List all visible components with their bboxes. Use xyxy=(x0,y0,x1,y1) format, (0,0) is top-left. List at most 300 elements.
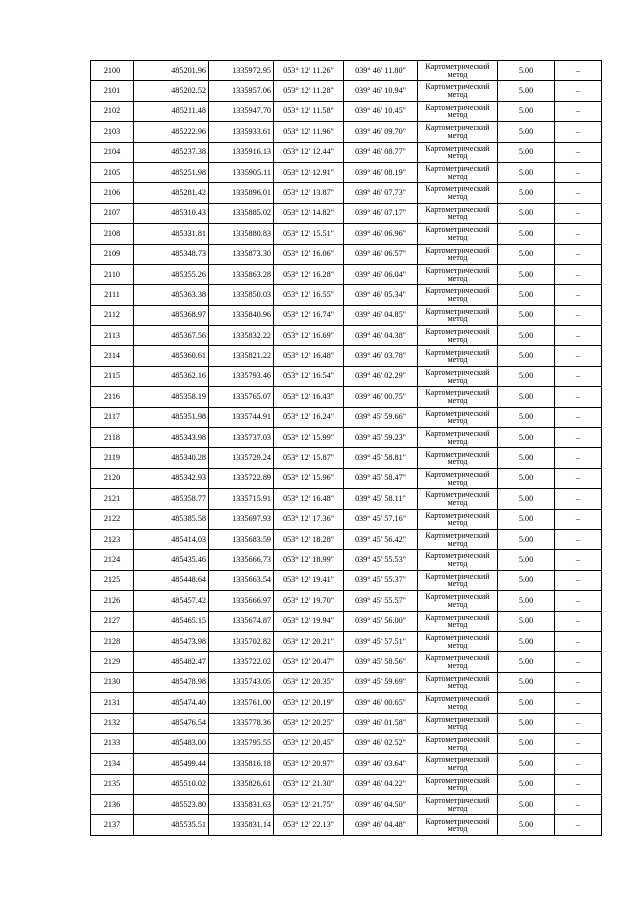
note-cell: – xyxy=(555,101,602,121)
point-number-cell: 2129 xyxy=(91,652,134,672)
table-row xyxy=(91,693,602,713)
method-cell: Картометрический метод xyxy=(418,264,498,284)
y-coordinate-cell: 1335778.36 xyxy=(209,713,274,733)
method-cell: Картометрический метод xyxy=(418,468,498,488)
x-coordinate-cell: 485483.00 xyxy=(134,733,209,753)
method-cell: Картометрический метод xyxy=(418,795,498,815)
latitude-cell: 053° 12' 11.58" xyxy=(274,101,344,121)
x-coordinate-cell: 485482.47 xyxy=(134,652,209,672)
latitude-cell: 053° 12' 20.35" xyxy=(274,672,344,692)
longitude-cell: 039° 45' 55.57" xyxy=(344,591,418,611)
point-number-cell: 2107 xyxy=(91,203,134,223)
method-cell: Картометрический метод xyxy=(418,448,498,468)
point-number-cell: 2131 xyxy=(91,693,134,713)
y-coordinate-cell: 1335821.22 xyxy=(209,346,274,366)
accuracy-cell: 5.00 xyxy=(498,285,555,305)
x-coordinate-cell: 485368.97 xyxy=(134,305,209,325)
y-coordinate-cell: 1335896.01 xyxy=(209,183,274,203)
latitude-cell: 053° 12' 16.54" xyxy=(274,366,344,386)
longitude-cell: 039° 46' 10.45" xyxy=(344,101,418,121)
latitude-cell: 053° 12' 20.45" xyxy=(274,733,344,753)
method-cell: Картометрический метод xyxy=(418,61,498,81)
longitude-cell: 039° 46' 06.96" xyxy=(344,224,418,244)
point-number-cell: 2121 xyxy=(91,489,134,509)
latitude-cell: 053° 12' 18.99" xyxy=(274,550,344,570)
y-coordinate-cell: 1335972.95 xyxy=(209,61,274,81)
table-row xyxy=(91,468,602,488)
latitude-cell: 053° 12' 21.75" xyxy=(274,795,344,815)
accuracy-cell: 5.00 xyxy=(498,264,555,284)
accuracy-cell: 5.00 xyxy=(498,754,555,774)
latitude-cell: 053° 12' 20.21" xyxy=(274,631,344,651)
accuracy-cell: 5.00 xyxy=(498,305,555,325)
note-cell: – xyxy=(555,611,602,631)
x-coordinate-cell: 485202.52 xyxy=(134,81,209,101)
y-coordinate-cell: 1335933.61 xyxy=(209,122,274,142)
longitude-cell: 039° 46' 00.75" xyxy=(344,387,418,407)
y-coordinate-cell: 1335722.89 xyxy=(209,468,274,488)
longitude-cell: 039° 45' 59.66" xyxy=(344,407,418,427)
note-cell: – xyxy=(555,346,602,366)
point-number-cell: 2123 xyxy=(91,529,134,549)
accuracy-cell: 5.00 xyxy=(498,366,555,386)
note-cell: – xyxy=(555,631,602,651)
x-coordinate-cell: 485358.19 xyxy=(134,387,209,407)
x-coordinate-cell: 485237.38 xyxy=(134,142,209,162)
method-cell: Картометрический метод xyxy=(418,428,498,448)
point-number-cell: 2118 xyxy=(91,428,134,448)
longitude-cell: 039° 46' 07.73" xyxy=(344,183,418,203)
note-cell: – xyxy=(555,509,602,529)
note-cell: – xyxy=(555,428,602,448)
latitude-cell: 053° 12' 16.48" xyxy=(274,489,344,509)
y-coordinate-cell: 1335840.96 xyxy=(209,305,274,325)
point-number-cell: 2110 xyxy=(91,264,134,284)
accuracy-cell: 5.00 xyxy=(498,509,555,529)
note-cell: – xyxy=(555,305,602,325)
longitude-cell: 039° 45' 59.69" xyxy=(344,672,418,692)
longitude-cell: 039° 45' 55.53" xyxy=(344,550,418,570)
method-cell: Картометрический метод xyxy=(418,203,498,223)
accuracy-cell: 5.00 xyxy=(498,652,555,672)
longitude-cell: 039° 46' 06.57" xyxy=(344,244,418,264)
point-number-cell: 2127 xyxy=(91,611,134,631)
note-cell: – xyxy=(555,61,602,81)
note-cell: – xyxy=(555,693,602,713)
accuracy-cell: 5.00 xyxy=(498,570,555,590)
y-coordinate-cell: 1335873.30 xyxy=(209,244,274,264)
method-cell: Картометрический метод xyxy=(418,550,498,570)
method-cell: Картометрический метод xyxy=(418,713,498,733)
y-coordinate-cell: 1335666.73 xyxy=(209,550,274,570)
point-number-cell: 2105 xyxy=(91,162,134,182)
accuracy-cell: 5.00 xyxy=(498,795,555,815)
x-coordinate-cell: 485474.40 xyxy=(134,693,209,713)
x-coordinate-cell: 485457.42 xyxy=(134,591,209,611)
longitude-cell: 039° 46' 08.19" xyxy=(344,162,418,182)
point-number-cell: 2125 xyxy=(91,570,134,590)
latitude-cell: 053° 12' 12.44" xyxy=(274,142,344,162)
point-number-cell: 2113 xyxy=(91,326,134,346)
table-row xyxy=(91,631,602,651)
note-cell: – xyxy=(555,122,602,142)
accuracy-cell: 5.00 xyxy=(498,448,555,468)
table-row xyxy=(91,550,602,570)
note-cell: – xyxy=(555,162,602,182)
accuracy-cell: 5.00 xyxy=(498,162,555,182)
point-number-cell: 2102 xyxy=(91,101,134,121)
x-coordinate-cell: 485448.64 xyxy=(134,570,209,590)
table-row xyxy=(91,366,602,386)
latitude-cell: 053° 12' 19.41" xyxy=(274,570,344,590)
method-cell: Картометрический метод xyxy=(418,631,498,651)
method-cell: Картометрический метод xyxy=(418,509,498,529)
longitude-cell: 039° 46' 01.58" xyxy=(344,713,418,733)
x-coordinate-cell: 485385.58 xyxy=(134,509,209,529)
method-cell: Картометрический метод xyxy=(418,489,498,509)
table-row xyxy=(91,61,602,81)
latitude-cell: 053° 12' 12.91" xyxy=(274,162,344,182)
note-cell: – xyxy=(555,407,602,427)
x-coordinate-cell: 485342.93 xyxy=(134,468,209,488)
longitude-cell: 039° 46' 11.80" xyxy=(344,61,418,81)
note-cell: – xyxy=(555,224,602,244)
accuracy-cell: 5.00 xyxy=(498,326,555,346)
longitude-cell: 039° 45' 56.42" xyxy=(344,529,418,549)
longitude-cell: 039° 45' 58.56" xyxy=(344,652,418,672)
longitude-cell: 039° 45' 58.11" xyxy=(344,489,418,509)
method-cell: Картометрический метод xyxy=(418,693,498,713)
latitude-cell: 053° 12' 16.28" xyxy=(274,264,344,284)
longitude-cell: 039° 46' 08.77" xyxy=(344,142,418,162)
longitude-cell: 039° 46' 09.70" xyxy=(344,122,418,142)
x-coordinate-cell: 485310.43 xyxy=(134,203,209,223)
point-number-cell: 2124 xyxy=(91,550,134,570)
point-number-cell: 2133 xyxy=(91,733,134,753)
y-coordinate-cell: 1335831.63 xyxy=(209,795,274,815)
note-cell: – xyxy=(555,795,602,815)
latitude-cell: 053° 12' 16.74" xyxy=(274,305,344,325)
longitude-cell: 039° 45' 56.00" xyxy=(344,611,418,631)
note-cell: – xyxy=(555,183,602,203)
method-cell: Картометрический метод xyxy=(418,81,498,101)
latitude-cell: 053° 12' 22.13" xyxy=(274,815,344,835)
x-coordinate-cell: 485222.96 xyxy=(134,122,209,142)
latitude-cell: 053° 12' 18.28" xyxy=(274,529,344,549)
x-coordinate-cell: 485363.38 xyxy=(134,285,209,305)
x-coordinate-cell: 485362.16 xyxy=(134,366,209,386)
accuracy-cell: 5.00 xyxy=(498,101,555,121)
y-coordinate-cell: 1335832.22 xyxy=(209,326,274,346)
method-cell: Картометрический метод xyxy=(418,672,498,692)
x-coordinate-cell: 485523.80 xyxy=(134,795,209,815)
y-coordinate-cell: 1335850.03 xyxy=(209,285,274,305)
longitude-cell: 039° 46' 04.38" xyxy=(344,326,418,346)
accuracy-cell: 5.00 xyxy=(498,611,555,631)
longitude-cell: 039° 46' 04.50" xyxy=(344,795,418,815)
latitude-cell: 053° 12' 20.25" xyxy=(274,713,344,733)
table-row xyxy=(91,326,602,346)
y-coordinate-cell: 1335957.06 xyxy=(209,81,274,101)
point-number-cell: 2135 xyxy=(91,774,134,794)
method-cell: Картометрический метод xyxy=(418,366,498,386)
accuracy-cell: 5.00 xyxy=(498,61,555,81)
method-cell: Картометрический метод xyxy=(418,387,498,407)
accuracy-cell: 5.00 xyxy=(498,468,555,488)
note-cell: – xyxy=(555,489,602,509)
longitude-cell: 039° 46' 04.85" xyxy=(344,305,418,325)
accuracy-cell: 5.00 xyxy=(498,631,555,651)
note-cell: – xyxy=(555,387,602,407)
accuracy-cell: 5.00 xyxy=(498,428,555,448)
table-row xyxy=(91,529,602,549)
point-number-cell: 2112 xyxy=(91,305,134,325)
accuracy-cell: 5.00 xyxy=(498,672,555,692)
point-number-cell: 2128 xyxy=(91,631,134,651)
method-cell: Картометрический метод xyxy=(418,183,498,203)
accuracy-cell: 5.00 xyxy=(498,244,555,264)
latitude-cell: 053° 12' 19.70" xyxy=(274,591,344,611)
x-coordinate-cell: 485348.73 xyxy=(134,244,209,264)
table-row xyxy=(91,591,602,611)
table-row xyxy=(91,81,602,101)
y-coordinate-cell: 1335761.00 xyxy=(209,693,274,713)
x-coordinate-cell: 485281.42 xyxy=(134,183,209,203)
x-coordinate-cell: 485473.98 xyxy=(134,631,209,651)
table-row xyxy=(91,795,602,815)
table-row xyxy=(91,815,602,835)
table-row xyxy=(91,101,602,121)
y-coordinate-cell: 1335947.70 xyxy=(209,101,274,121)
method-cell: Картометрический метод xyxy=(418,162,498,182)
table-row xyxy=(91,611,602,631)
y-coordinate-cell: 1335831.14 xyxy=(209,815,274,835)
point-number-cell: 2114 xyxy=(91,346,134,366)
table-row xyxy=(91,122,602,142)
y-coordinate-cell: 1335905.11 xyxy=(209,162,274,182)
table-row xyxy=(91,733,602,753)
method-cell: Картометрический метод xyxy=(418,122,498,142)
y-coordinate-cell: 1335743.05 xyxy=(209,672,274,692)
point-number-cell: 2103 xyxy=(91,122,134,142)
accuracy-cell: 5.00 xyxy=(498,815,555,835)
latitude-cell: 053° 12' 14.82" xyxy=(274,203,344,223)
method-cell: Картометрический метод xyxy=(418,611,498,631)
latitude-cell: 053° 12' 16.24" xyxy=(274,407,344,427)
table-row xyxy=(91,142,602,162)
table-row xyxy=(91,754,602,774)
accuracy-cell: 5.00 xyxy=(498,387,555,407)
method-cell: Картометрический метод xyxy=(418,529,498,549)
latitude-cell: 053° 12' 15.87" xyxy=(274,448,344,468)
note-cell: – xyxy=(555,468,602,488)
method-cell: Картометрический метод xyxy=(418,142,498,162)
x-coordinate-cell: 485358.77 xyxy=(134,489,209,509)
table-row xyxy=(91,387,602,407)
point-number-cell: 2122 xyxy=(91,509,134,529)
note-cell: – xyxy=(555,326,602,346)
method-cell: Картометрический метод xyxy=(418,407,498,427)
table-row xyxy=(91,346,602,366)
accuracy-cell: 5.00 xyxy=(498,550,555,570)
longitude-cell: 039° 46' 02.29" xyxy=(344,366,418,386)
y-coordinate-cell: 1335816.18 xyxy=(209,754,274,774)
x-coordinate-cell: 485340.28 xyxy=(134,448,209,468)
latitude-cell: 053° 12' 11.26" xyxy=(274,61,344,81)
x-coordinate-cell: 485476.54 xyxy=(134,713,209,733)
y-coordinate-cell: 1335663.54 xyxy=(209,570,274,590)
table-body xyxy=(91,61,602,836)
table-row xyxy=(91,652,602,672)
table-row xyxy=(91,672,602,692)
longitude-cell: 039° 46' 03.64" xyxy=(344,754,418,774)
y-coordinate-cell: 1335715.91 xyxy=(209,489,274,509)
point-number-cell: 2136 xyxy=(91,795,134,815)
accuracy-cell: 5.00 xyxy=(498,713,555,733)
table-row xyxy=(91,713,602,733)
point-number-cell: 2137 xyxy=(91,815,134,835)
longitude-cell: 039° 45' 57.16" xyxy=(344,509,418,529)
method-cell: Картометрический метод xyxy=(418,285,498,305)
x-coordinate-cell: 485343.98 xyxy=(134,428,209,448)
point-number-cell: 2115 xyxy=(91,366,134,386)
table-row xyxy=(91,203,602,223)
accuracy-cell: 5.00 xyxy=(498,142,555,162)
note-cell: – xyxy=(555,529,602,549)
accuracy-cell: 5.00 xyxy=(498,591,555,611)
point-number-cell: 2104 xyxy=(91,142,134,162)
method-cell: Картометрический метод xyxy=(418,224,498,244)
y-coordinate-cell: 1335697.93 xyxy=(209,509,274,529)
x-coordinate-cell: 485201.96 xyxy=(134,61,209,81)
x-coordinate-cell: 485535.51 xyxy=(134,815,209,835)
table-row xyxy=(91,489,602,509)
note-cell: – xyxy=(555,570,602,590)
point-number-cell: 2120 xyxy=(91,468,134,488)
coordinates-table xyxy=(90,60,602,836)
y-coordinate-cell: 1335744.91 xyxy=(209,407,274,427)
method-cell: Картометрический метод xyxy=(418,326,498,346)
note-cell: – xyxy=(555,285,602,305)
longitude-cell: 039° 46' 02.52" xyxy=(344,733,418,753)
latitude-cell: 053° 12' 11.96" xyxy=(274,122,344,142)
method-cell: Картометрический метод xyxy=(418,570,498,590)
accuracy-cell: 5.00 xyxy=(498,489,555,509)
note-cell: – xyxy=(555,652,602,672)
latitude-cell: 053° 12' 20.97" xyxy=(274,754,344,774)
point-number-cell: 2101 xyxy=(91,81,134,101)
note-cell: – xyxy=(555,366,602,386)
x-coordinate-cell: 485465.15 xyxy=(134,611,209,631)
longitude-cell: 039° 46' 07.17" xyxy=(344,203,418,223)
method-cell: Картометрический метод xyxy=(418,733,498,753)
x-coordinate-cell: 485251.98 xyxy=(134,162,209,182)
y-coordinate-cell: 1335683.59 xyxy=(209,529,274,549)
longitude-cell: 039° 46' 10.94" xyxy=(344,81,418,101)
y-coordinate-cell: 1335702.82 xyxy=(209,631,274,651)
longitude-cell: 039° 45' 57.51" xyxy=(344,631,418,651)
table-row xyxy=(91,244,602,264)
note-cell: – xyxy=(555,774,602,794)
accuracy-cell: 5.00 xyxy=(498,733,555,753)
table-row xyxy=(91,224,602,244)
accuracy-cell: 5.00 xyxy=(498,693,555,713)
longitude-cell: 039° 46' 00.65" xyxy=(344,693,418,713)
accuracy-cell: 5.00 xyxy=(498,529,555,549)
y-coordinate-cell: 1335795.55 xyxy=(209,733,274,753)
latitude-cell: 053° 12' 11.28" xyxy=(274,81,344,101)
method-cell: Картометрический метод xyxy=(418,591,498,611)
y-coordinate-cell: 1335722.02 xyxy=(209,652,274,672)
note-cell: – xyxy=(555,244,602,264)
x-coordinate-cell: 485367.56 xyxy=(134,326,209,346)
latitude-cell: 053° 12' 19.94" xyxy=(274,611,344,631)
y-coordinate-cell: 1335826.61 xyxy=(209,774,274,794)
point-number-cell: 2116 xyxy=(91,387,134,407)
latitude-cell: 053° 12' 16.43" xyxy=(274,387,344,407)
accuracy-cell: 5.00 xyxy=(498,81,555,101)
method-cell: Картометрический метод xyxy=(418,815,498,835)
accuracy-cell: 5.00 xyxy=(498,346,555,366)
accuracy-cell: 5.00 xyxy=(498,203,555,223)
accuracy-cell: 5.00 xyxy=(498,224,555,244)
point-number-cell: 2117 xyxy=(91,407,134,427)
longitude-cell: 039° 46' 04.48" xyxy=(344,815,418,835)
method-cell: Картометрический метод xyxy=(418,244,498,264)
longitude-cell: 039° 46' 03.78" xyxy=(344,346,418,366)
note-cell: – xyxy=(555,815,602,835)
point-number-cell: 2119 xyxy=(91,448,134,468)
x-coordinate-cell: 485351.98 xyxy=(134,407,209,427)
table-row xyxy=(91,428,602,448)
method-cell: Картометрический метод xyxy=(418,774,498,794)
point-number-cell: 2108 xyxy=(91,224,134,244)
latitude-cell: 053° 12' 16.06" xyxy=(274,244,344,264)
x-coordinate-cell: 485510.02 xyxy=(134,774,209,794)
x-coordinate-cell: 485499.44 xyxy=(134,754,209,774)
longitude-cell: 039° 46' 06.04" xyxy=(344,264,418,284)
x-coordinate-cell: 485414.03 xyxy=(134,529,209,549)
latitude-cell: 053° 12' 16.48" xyxy=(274,346,344,366)
y-coordinate-cell: 1335729.24 xyxy=(209,448,274,468)
accuracy-cell: 5.00 xyxy=(498,183,555,203)
x-coordinate-cell: 485355.26 xyxy=(134,264,209,284)
latitude-cell: 053° 12' 16.69" xyxy=(274,326,344,346)
table-row xyxy=(91,509,602,529)
method-cell: Картометрический метод xyxy=(418,346,498,366)
note-cell: – xyxy=(555,264,602,284)
table-row xyxy=(91,305,602,325)
x-coordinate-cell: 485435.46 xyxy=(134,550,209,570)
point-number-cell: 2109 xyxy=(91,244,134,264)
accuracy-cell: 5.00 xyxy=(498,122,555,142)
table-row xyxy=(91,407,602,427)
point-number-cell: 2130 xyxy=(91,672,134,692)
y-coordinate-cell: 1335863.28 xyxy=(209,264,274,284)
y-coordinate-cell: 1335916.13 xyxy=(209,142,274,162)
note-cell: – xyxy=(555,754,602,774)
y-coordinate-cell: 1335674.87 xyxy=(209,611,274,631)
method-cell: Картометрический метод xyxy=(418,305,498,325)
latitude-cell: 053° 12' 20.47" xyxy=(274,652,344,672)
note-cell: – xyxy=(555,672,602,692)
document-page xyxy=(90,60,601,836)
table-row xyxy=(91,183,602,203)
method-cell: Картометрический метод xyxy=(418,652,498,672)
note-cell: – xyxy=(555,448,602,468)
y-coordinate-cell: 1335880.83 xyxy=(209,224,274,244)
x-coordinate-cell: 485360.61 xyxy=(134,346,209,366)
